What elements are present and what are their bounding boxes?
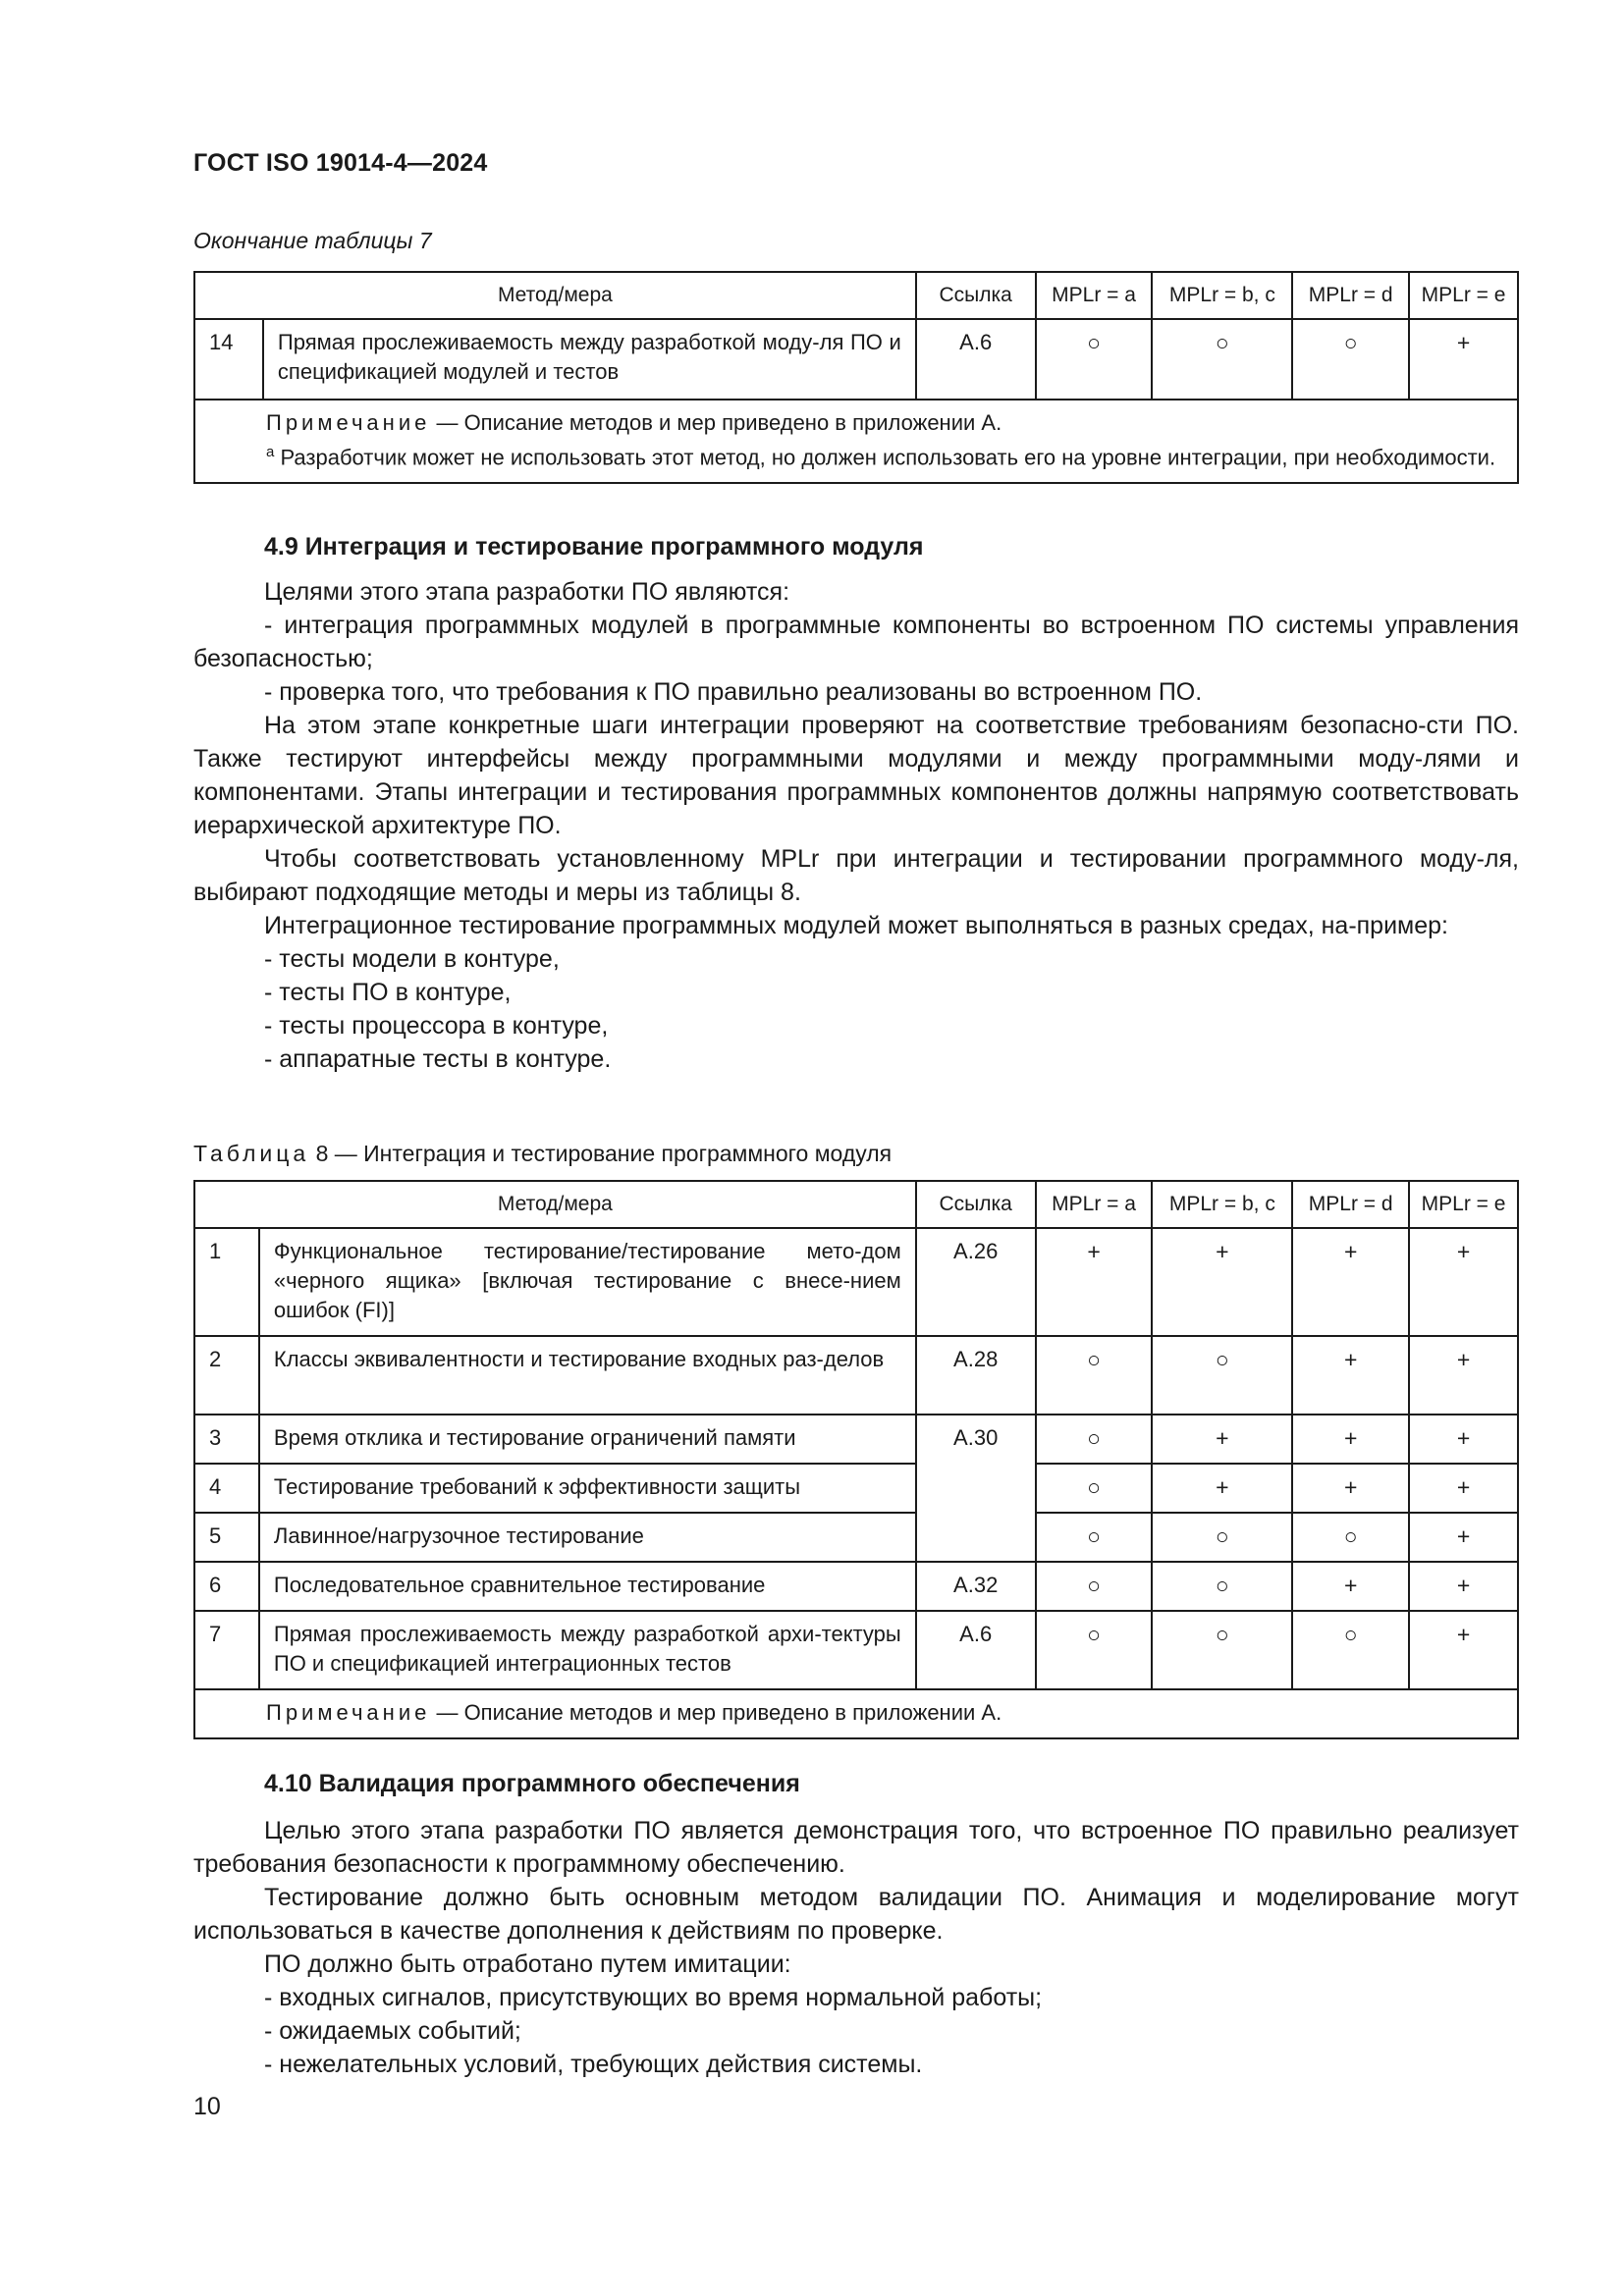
note-line xyxy=(209,1698,1503,1728)
header-mplr-e: MPLr = e xyxy=(1409,1181,1518,1228)
header-mplr-bc: MPLr = b, c xyxy=(1152,272,1292,319)
row-mplr-bc: ○ xyxy=(1152,1562,1292,1611)
row-mplr-a: ○ xyxy=(1036,1464,1153,1513)
note-line xyxy=(209,408,1503,438)
row-method: Прямая прослеживаемость между разработкой архи-тектуры ПО и спецификацией интеграционных тестов xyxy=(259,1611,916,1689)
list-item: - ожидаемых событий; xyxy=(264,2017,521,2045)
paragraph: Чтобы соответствовать установленному MPLr при интеграции и тестировании программного моду-ля, выбирают подходящие методы и меры из таблицы 8. xyxy=(193,845,1519,906)
row-number: 3 xyxy=(194,1415,259,1464)
row-number: 7 xyxy=(194,1611,259,1689)
row-mplr-a: ○ xyxy=(1036,1336,1153,1415)
row-method: Прямая прослеживаемость между разработкой моду-ля ПО и спецификацией модулей и тестов xyxy=(263,319,916,400)
row-mplr-e: + xyxy=(1409,1415,1518,1464)
row-number: 1 xyxy=(194,1228,259,1336)
row-mplr-a: ○ xyxy=(1036,1415,1153,1464)
header-mplr-d: MPLr = d xyxy=(1292,272,1409,319)
row-mplr-a: ○ xyxy=(1036,1611,1153,1689)
row-mplr-bc: + xyxy=(1152,1415,1292,1464)
row-number: 4 xyxy=(194,1464,259,1513)
row-mplr-d: ○ xyxy=(1292,319,1409,400)
row-ref: A.26 xyxy=(916,1228,1036,1336)
table-header-row xyxy=(194,272,1518,319)
row-mplr-d: ○ xyxy=(1292,1611,1409,1689)
list-item: - тесты модели в контуре, xyxy=(264,945,560,973)
header-mplr-e: MPLr = e xyxy=(1409,272,1518,319)
row-mplr-a: ○ xyxy=(1036,1513,1153,1562)
table-row xyxy=(194,1611,1518,1689)
section-4-9-body xyxy=(193,575,1519,1076)
table-note-row xyxy=(194,1689,1518,1738)
list-item: - тесты процессора в контуре, xyxy=(264,1012,609,1040)
row-ref: A.28 xyxy=(916,1336,1036,1415)
table8-caption xyxy=(193,1141,892,1167)
row-mplr-d: + xyxy=(1292,1415,1409,1464)
row-method: Лавинное/нагрузочное тестирование xyxy=(259,1513,916,1562)
row-mplr-bc: ○ xyxy=(1152,1336,1292,1415)
row-mplr-bc: + xyxy=(1152,1228,1292,1336)
row-number: 14 xyxy=(194,319,263,400)
table-note xyxy=(194,1689,1518,1738)
note-text: — Описание методов и мер приведено в приложении А. xyxy=(430,1700,1002,1725)
paragraph: Интеграционное тестирование программных модулей может выполняться в разных средах, на-пример: xyxy=(264,912,1448,939)
table-note xyxy=(194,400,1518,483)
list-item: - входных сигналов, присутствующих во время нормальной работы; xyxy=(264,1984,1043,2011)
header-mplr-d: MPLr = d xyxy=(1292,1181,1409,1228)
table-note-row xyxy=(194,400,1518,483)
row-method: Последовательное сравнительное тестирование xyxy=(259,1562,916,1611)
list-item: - аппаратные тесты в контуре. xyxy=(264,1045,612,1073)
note-text: — Описание методов и мер приведено в приложении А. xyxy=(430,410,1002,435)
list-item: - интеграция программных модулей в программные компоненты во встроенном ПО системы управления безопасностью; xyxy=(193,612,1519,672)
header-mplr-bc: MPLr = b, c xyxy=(1152,1181,1292,1228)
table-row xyxy=(194,1415,1518,1464)
row-mplr-e: + xyxy=(1409,319,1518,400)
paragraph: Целями этого этапа разработки ПО являются: xyxy=(264,578,790,606)
row-mplr-bc: ○ xyxy=(1152,1513,1292,1562)
header-method: Метод/мера xyxy=(194,1181,916,1228)
table-row xyxy=(194,1464,1518,1513)
row-method: Время отклика и тестирование ограничений памяти xyxy=(259,1415,916,1464)
row-mplr-e: + xyxy=(1409,1336,1518,1415)
table-8 xyxy=(193,1180,1519,1739)
table-row xyxy=(194,1336,1518,1415)
paragraph: На этом этапе конкретные шаги интеграции проверяют на соответствие требованиям безопасно-сти ПО. Также тестируют интерфейсы между программными модулями и между программными моду-лями и компонентами. Этапы интеграции и тестирования программных компонентов должны напрямую соответствовать иерархической архитектуре ПО. xyxy=(193,712,1519,839)
table8-caption-label: Таблица xyxy=(193,1141,310,1166)
footnote-line xyxy=(209,438,1503,472)
row-mplr-d: + xyxy=(1292,1464,1409,1513)
row-mplr-e: + xyxy=(1409,1562,1518,1611)
row-method: Классы эквивалентности и тестирование входных раз-делов xyxy=(259,1336,916,1415)
header-method: Метод/мера xyxy=(194,272,916,319)
section-4-9-title: 4.9 Интеграция и тестирование программного модуля xyxy=(264,533,924,561)
row-mplr-d: ○ xyxy=(1292,1513,1409,1562)
header-mplr-a: MPLr = a xyxy=(1036,1181,1153,1228)
row-mplr-e: + xyxy=(1409,1228,1518,1336)
row-mplr-a: ○ xyxy=(1036,319,1153,400)
row-mplr-d: + xyxy=(1292,1562,1409,1611)
row-ref: A.32 xyxy=(916,1562,1036,1611)
row-ref: A.6 xyxy=(916,1611,1036,1689)
section-4-10-body xyxy=(193,1814,1519,2081)
table-row xyxy=(194,1228,1518,1336)
row-ref: A.30 xyxy=(916,1415,1036,1562)
note-label: Примечание xyxy=(266,1700,431,1725)
row-method: Тестирование требований к эффективности защиты xyxy=(259,1464,916,1513)
row-mplr-bc: ○ xyxy=(1152,1611,1292,1689)
row-mplr-e: + xyxy=(1409,1611,1518,1689)
row-ref: A.6 xyxy=(916,319,1036,400)
list-item: - проверка того, что требования к ПО правильно реализованы во встроенном ПО. xyxy=(264,678,1203,706)
table-row xyxy=(194,1513,1518,1562)
row-mplr-e: + xyxy=(1409,1513,1518,1562)
row-method: Функциональное тестирование/тестирование мето-дом «черного ящика» [включая тестирование с внесе-нием ошибок (FI)] xyxy=(259,1228,916,1336)
page-number: 10 xyxy=(193,2093,221,2120)
header-mplr-a: MPLr = a xyxy=(1036,272,1153,319)
footnote-text: Разработчик может не использовать этот метод, но должен использовать его на уровне интеграции, при необходимости. xyxy=(274,445,1496,470)
list-item: - тесты ПО в контуре, xyxy=(264,979,512,1006)
table-header-row xyxy=(194,1181,1518,1228)
header-ref: Ссылка xyxy=(916,1181,1036,1228)
row-number: 6 xyxy=(194,1562,259,1611)
row-number: 5 xyxy=(194,1513,259,1562)
footnote-mark: a xyxy=(266,444,275,460)
header-ref: Ссылка xyxy=(916,272,1036,319)
row-mplr-a: ○ xyxy=(1036,1562,1153,1611)
row-mplr-d: + xyxy=(1292,1336,1409,1415)
table8-caption-text: 8 — Интеграция и тестирование программного модуля xyxy=(309,1141,893,1166)
row-mplr-bc: + xyxy=(1152,1464,1292,1513)
note-label: Примечание xyxy=(266,410,431,435)
row-mplr-d: + xyxy=(1292,1228,1409,1336)
table-7 xyxy=(193,271,1519,484)
table-row xyxy=(194,1562,1518,1611)
paragraph: Целью этого этапа разработки ПО является демонстрация того, что встроенное ПО правильно реализует требования безопасности к программному обеспечению. xyxy=(193,1817,1519,1878)
document-header: ГОСТ ISO 19014-4—2024 xyxy=(193,149,488,177)
paragraph: Тестирование должно быть основным методом валидации ПО. Анимация и моделирование могут использоваться в качестве дополнения к действиям по проверке. xyxy=(193,1884,1519,1945)
table7-caption: Окончание таблицы 7 xyxy=(193,228,432,253)
list-item: - нежелательных условий, требующих действия системы. xyxy=(264,2051,923,2078)
row-mplr-e: + xyxy=(1409,1464,1518,1513)
row-mplr-a: + xyxy=(1036,1228,1153,1336)
table-row xyxy=(194,319,1518,400)
section-4-10-title: 4.10 Валидация программного обеспечения xyxy=(264,1770,800,1797)
row-number: 2 xyxy=(194,1336,259,1415)
paragraph: ПО должно быть отработано путем имитации: xyxy=(264,1950,791,1978)
row-mplr-bc: ○ xyxy=(1152,319,1292,400)
